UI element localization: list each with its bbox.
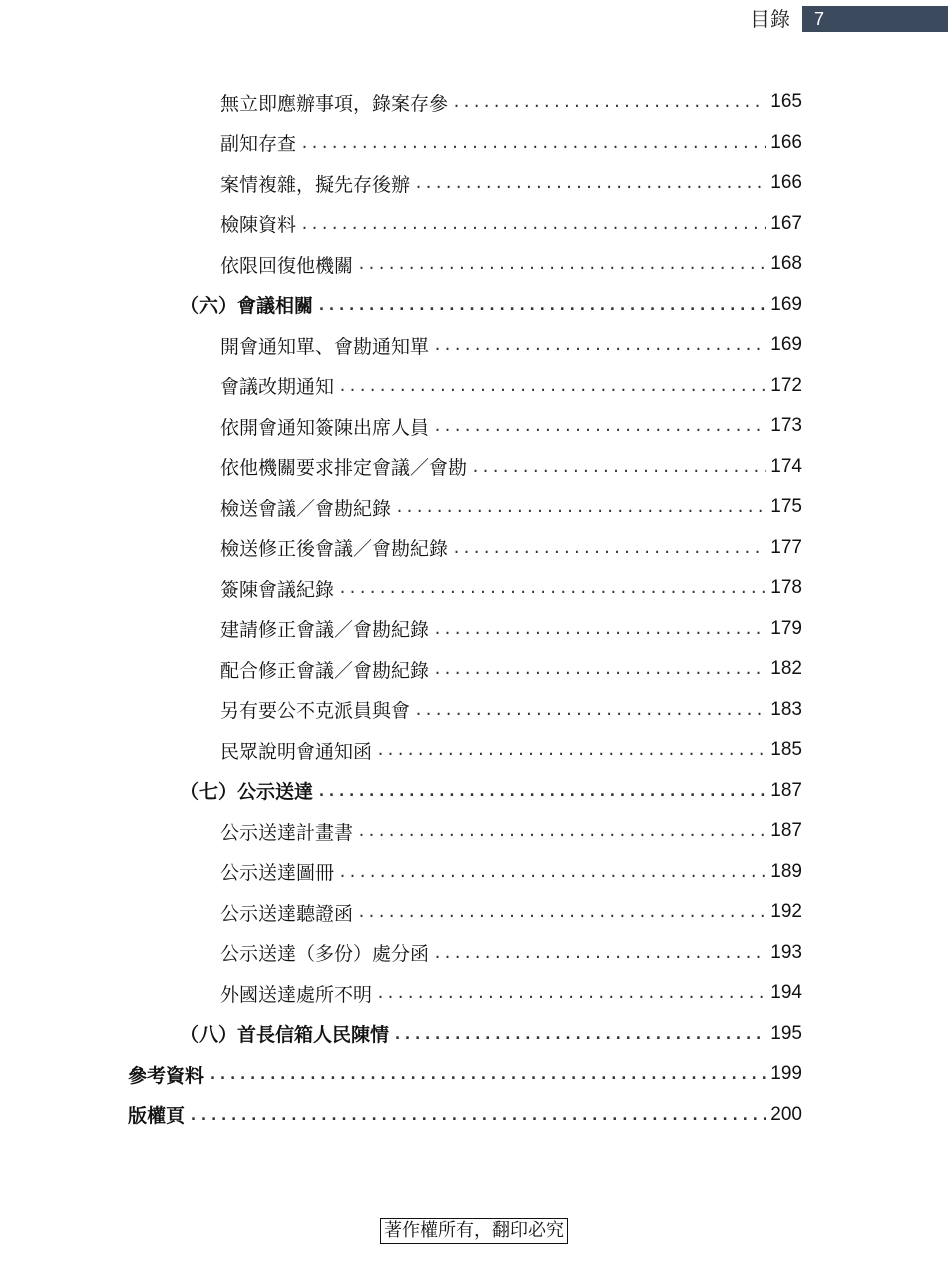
toc-entry-page: 182 [770, 658, 802, 680]
toc-entry-page: 193 [770, 941, 802, 963]
toc-entry[interactable] [0, 163, 948, 204]
dot-leader [376, 984, 766, 1002]
toc-entry-title: 依開會通知簽陳出席人員 [220, 416, 430, 439]
toc-entry-title: 檢陳資料 [220, 214, 297, 237]
toc-entry[interactable] [0, 1095, 948, 1136]
toc-entry-page: 167 [770, 212, 802, 234]
toc-entry[interactable] [0, 1014, 948, 1055]
dot-leader [189, 1106, 766, 1124]
toc-entry-page: 200 [770, 1103, 802, 1125]
toc-entry-title: 參考資料 [128, 1064, 205, 1087]
toc-entry-title: （六）會議相關 [180, 295, 314, 318]
toc-entry-title: （八）首長信箱人民陳情 [180, 1024, 390, 1047]
toc-entry[interactable] [0, 973, 948, 1014]
toc-entry-page: 178 [770, 577, 802, 599]
toc-entry-page: 199 [770, 1063, 802, 1085]
dot-leader [300, 134, 766, 152]
toc-entry[interactable] [0, 487, 948, 528]
toc-entry-title: 簽陳會議紀錄 [220, 578, 335, 601]
toc-entry-page: 175 [770, 496, 802, 518]
toc-entry-page: 166 [770, 172, 802, 194]
toc-entry[interactable] [0, 325, 948, 366]
toc-entry-title: 檢送會議／會勘紀錄 [220, 497, 392, 520]
dot-leader [338, 377, 766, 395]
toc-entry[interactable] [0, 933, 948, 974]
toc-entry[interactable] [0, 528, 948, 569]
dot-leader [433, 417, 766, 435]
dot-leader [452, 539, 766, 557]
toc-entry-page: 173 [770, 415, 802, 437]
dot-leader [433, 660, 766, 678]
dot-leader [300, 215, 766, 233]
dot-leader [376, 741, 766, 759]
toc-entry-title: 依他機關要求排定會議／會勘 [220, 457, 468, 480]
toc-entry-page: 172 [770, 374, 802, 396]
toc-entry-title: 無立即應辦事項，錄案存參 [220, 92, 449, 115]
dot-leader [338, 863, 766, 881]
toc-entry-title: 版權頁 [128, 1105, 186, 1128]
toc-entry[interactable] [0, 366, 948, 407]
toc-entry-page: 192 [770, 901, 802, 923]
dot-leader [317, 296, 766, 314]
header-title: 目錄 [750, 7, 790, 31]
toc-entry-title: 案情複雜，擬先存後辦 [220, 173, 411, 196]
toc-entry-title: 公示送達聽證函 [220, 902, 354, 925]
toc-entry[interactable] [0, 1054, 948, 1095]
toc-entry-title: （七）公示送達 [180, 781, 314, 804]
toc-entry-title: 另有要公不克派員與會 [220, 700, 411, 723]
toc-entry[interactable] [0, 852, 948, 893]
toc-entry-title: 公示送達計畫書 [220, 821, 354, 844]
toc-entry[interactable] [0, 123, 948, 164]
toc-entry-page: 187 [770, 779, 802, 801]
toc-entry-page: 194 [770, 982, 802, 1004]
dot-leader [317, 782, 766, 800]
dot-leader [357, 255, 766, 273]
toc-entry-title: 依限回復他機關 [220, 254, 354, 277]
toc-entry-title: 公示送達圖冊 [220, 862, 335, 885]
toc-entry[interactable] [0, 690, 948, 731]
toc-entry-title: 副知存查 [220, 133, 297, 156]
dot-leader [433, 336, 766, 354]
toc-entry-title: 開會通知單、會勘通知單 [220, 335, 430, 358]
dot-leader [414, 174, 766, 192]
toc-entry-title: 民眾說明會通知函 [220, 740, 373, 763]
toc-entry-title: 建請修正會議／會勘紀錄 [220, 619, 430, 642]
dot-leader [357, 822, 766, 840]
toc-entry-page: 185 [770, 739, 802, 761]
page-number: 7 [814, 9, 825, 29]
toc-entry-page: 165 [770, 91, 802, 113]
toc-entry[interactable] [0, 811, 948, 852]
dot-leader [471, 458, 766, 476]
toc-entry-title: 公示送達（多份）處分函 [220, 943, 430, 966]
toc-entry[interactable] [0, 892, 948, 933]
toc-entry[interactable] [0, 285, 948, 326]
toc-entry-page: 174 [770, 455, 802, 477]
dot-leader [208, 1065, 766, 1083]
toc-entry-page: 195 [770, 1022, 802, 1044]
dot-leader [338, 579, 766, 597]
dot-leader [452, 93, 766, 111]
toc-entry-page: 189 [770, 860, 802, 882]
toc-entry[interactable] [0, 82, 948, 123]
toc-entry-page: 169 [770, 334, 802, 356]
toc-entry-title: 配合修正會議／會勘紀錄 [220, 659, 430, 682]
toc-entry[interactable] [0, 406, 948, 447]
toc-entry-page: 166 [770, 131, 802, 153]
toc-entry-page: 177 [770, 536, 802, 558]
copyright-notice: 著作權所有，翻印必究 [380, 1218, 568, 1244]
toc-entry-page: 169 [770, 293, 802, 315]
dot-leader [433, 620, 766, 638]
dot-leader [393, 1025, 766, 1043]
toc-entry[interactable] [0, 730, 948, 771]
toc-entry-page: 187 [770, 820, 802, 842]
toc-entry[interactable] [0, 649, 948, 690]
toc-entry[interactable] [0, 771, 948, 812]
dot-leader [395, 498, 766, 516]
table-of-contents [0, 82, 948, 1135]
toc-entry-page: 179 [770, 617, 802, 639]
dot-leader [357, 903, 766, 921]
toc-entry-page: 168 [770, 253, 802, 275]
dot-leader [433, 944, 766, 962]
page-number-badge [802, 6, 948, 32]
toc-entry-title: 檢送修正後會議／會勘紀錄 [220, 538, 449, 561]
toc-entry[interactable] [0, 204, 948, 245]
toc-entry-title: 會議改期通知 [220, 376, 335, 399]
toc-entry[interactable] [0, 447, 948, 488]
toc-entry-page: 183 [770, 698, 802, 720]
toc-entry[interactable] [0, 609, 948, 650]
toc-entry[interactable] [0, 568, 948, 609]
dot-leader [414, 701, 766, 719]
toc-entry[interactable] [0, 244, 948, 285]
toc-entry-title: 外國送達處所不明 [220, 983, 373, 1006]
